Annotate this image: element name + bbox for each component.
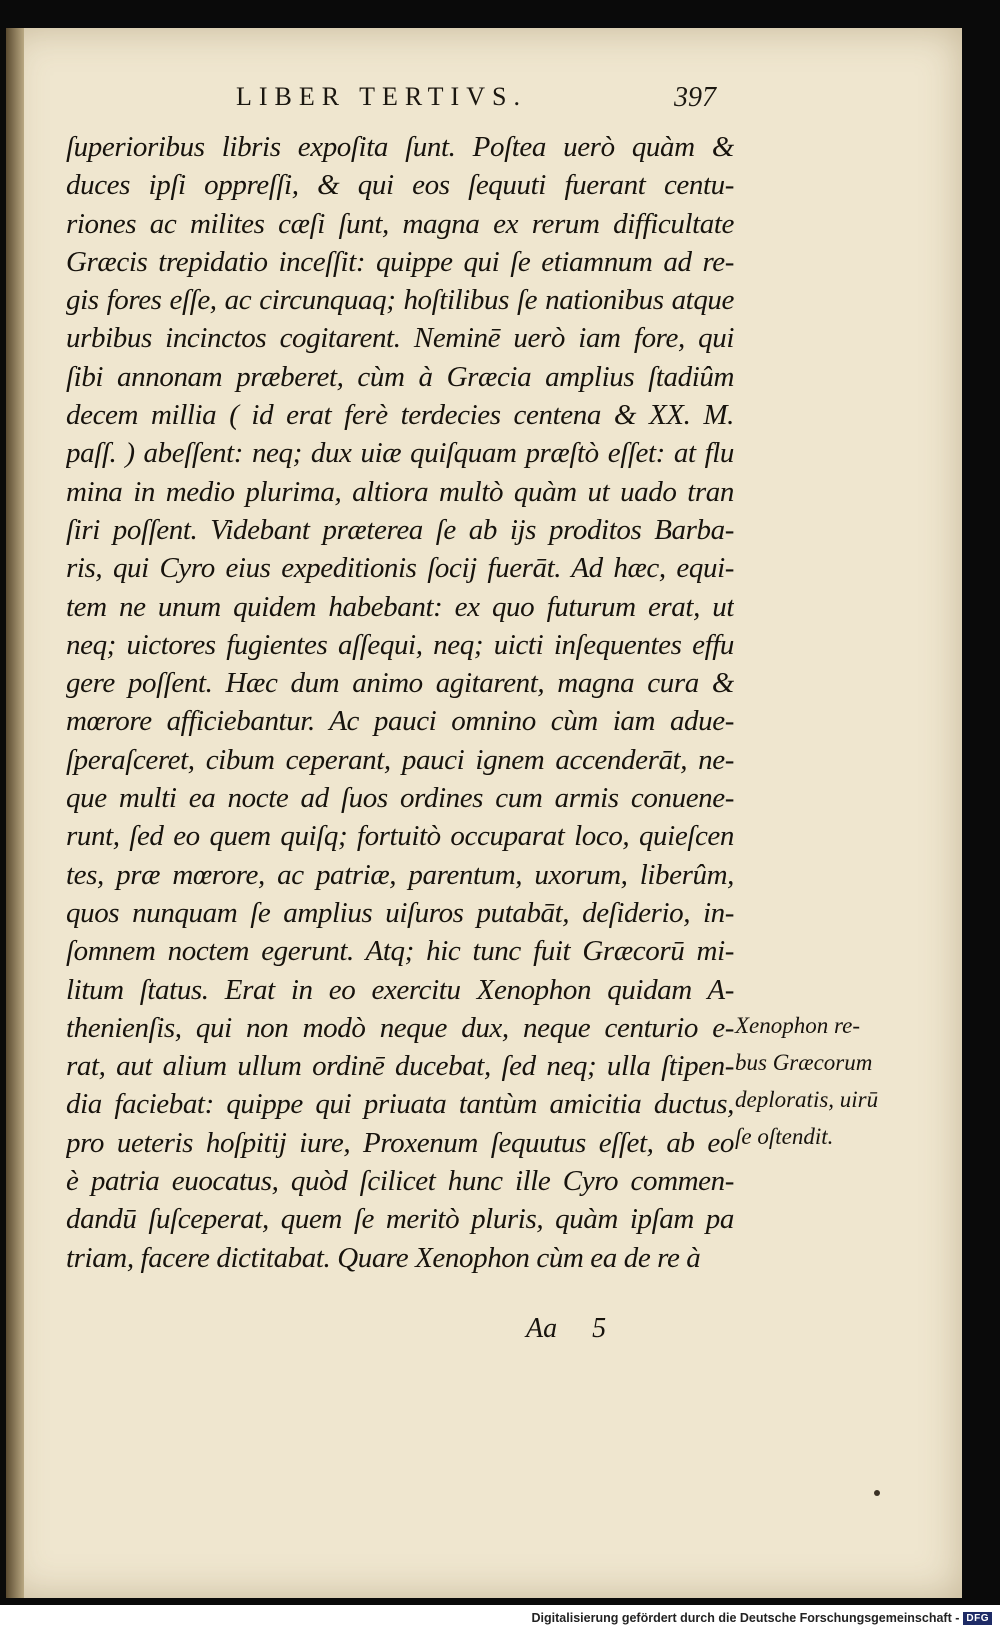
- text-line: ſomnem noctem egerunt. Atq; hic tunc fuit Græcorū mi-: [66, 935, 734, 968]
- text-line: ſperaſceret, cibum ceperant, pauci ignem accenderāt, ne-: [66, 743, 734, 776]
- text-line: decem millia ( id erat ferè terdecies centena & XX. M.: [66, 399, 734, 432]
- text-line: ſiri poſſent. Videbant præterea ſe ab ijs proditos Barba-: [66, 513, 734, 546]
- text-line: ris, qui Cyro eius expeditionis ſocij fuerāt. Ad hæc, equi-: [66, 552, 734, 585]
- signature-letters: Aa: [526, 1313, 558, 1344]
- text-line: neq; uictores fugientes aſſequi, neq; uicti inſequentes effu: [66, 628, 734, 661]
- margin-note-line: Xenophon re-: [735, 1013, 860, 1038]
- text-line: rat, aut alium ullum ordinē ducebat, ſed neq; ulla ſtipen-: [66, 1050, 734, 1083]
- text-line: que multi ea nocte ad ſuos ordines cum armis conuene-: [66, 782, 734, 815]
- text-line: dandū ſuſceperat, quem ſe meritò pluris, quàm ipſam pa: [66, 1203, 734, 1236]
- dfg-logo-icon: DFG: [963, 1612, 992, 1625]
- margin-note-line: ſe oſtendit.: [735, 1124, 834, 1149]
- text-line: paſſ. ) abeſſent: neq; dux uiæ quiſquam præſtò eſſet: at flu: [66, 437, 734, 470]
- digitization-footer: [532, 1606, 992, 1630]
- margin-note: [735, 1007, 895, 1155]
- page-gutter: [6, 28, 24, 1598]
- funding-credit: Digitalisierung gefördert durch die Deutsche Forschungsgemeinschaft -: [531, 1611, 960, 1625]
- main-text-block: [66, 128, 734, 1277]
- text-line: thenienſis, qui non modò neque dux, neque centurio e-: [66, 1011, 734, 1044]
- text-line: gere poſſent. Hæc dum animo agitarent, magna cura &: [66, 667, 734, 700]
- signature-mark: [526, 1313, 646, 1345]
- text-line: litum ſtatus. Erat in eo exercitu Xenophon quidam A-: [66, 973, 734, 1006]
- text-line: pro ueteris hoſpitij iure, Proxenum ſequutus eſſet, ab eo: [66, 1126, 734, 1159]
- text-line: tes, præ mœrore, ac patriæ, parentum, uxorum, liberûm,: [66, 858, 734, 891]
- text-line: Græcis trepidatio inceſſit: quippe qui ſe etiamnum ad re-: [66, 245, 734, 278]
- margin-note-line: deploratis, uirū: [735, 1087, 879, 1112]
- text-line: dia faciebat: quippe qui priuata tantùm amicitia ductus,: [66, 1088, 734, 1121]
- ink-spot: [874, 1490, 880, 1496]
- margin-note-line: bus Græcorum: [735, 1050, 873, 1075]
- page-number: 397: [674, 82, 716, 113]
- text-line: quos nunquam ſe amplius uiſuros putabāt, deſiderio, in-: [66, 896, 734, 929]
- running-title: LIBER TERTIVS.: [236, 82, 527, 111]
- text-line: ſuperioribus libris expoſita ſunt. Poſtea uerò quàm &: [66, 131, 734, 163]
- text-line: triam, facere dictitabat. Quare Xenophon cùm ea de re à: [66, 1241, 701, 1274]
- page-header: [236, 82, 716, 118]
- text-line: riones ac milites cæſi ſunt, magna ex rerum difficultate: [66, 207, 734, 240]
- text-line: gis fores eſſe, ac circunquaq; hoſtilibus ſe nationibus atque: [66, 284, 734, 317]
- text-line: urbibus incinctos cogitarent. Neminē uerò iam fore, qui: [66, 322, 734, 355]
- text-line: runt, ſed eo quem quiſq; fortuitò occuparat loco, quieſcen: [66, 820, 734, 853]
- text-line: tem ne unum quidem habebant: ex quo futurum erat, ut: [66, 590, 734, 623]
- text-line: ſibi annonam præberet, cùm à Græcia amplius ſtadiûm: [66, 360, 734, 393]
- text-line: mina in medio plurima, altiora multò quàm ut uado tran: [66, 475, 734, 508]
- text-line: è patria euocatus, quòd ſcilicet hunc ille Cyro commen-: [66, 1165, 734, 1198]
- signature-number: 5: [592, 1313, 607, 1344]
- text-line: mœrore afficiebantur. Ac pauci omnino cùm iam adue-: [66, 705, 734, 738]
- text-line: duces ipſi oppreſſi, & qui eos ſequuti fuerant centu-: [66, 169, 734, 202]
